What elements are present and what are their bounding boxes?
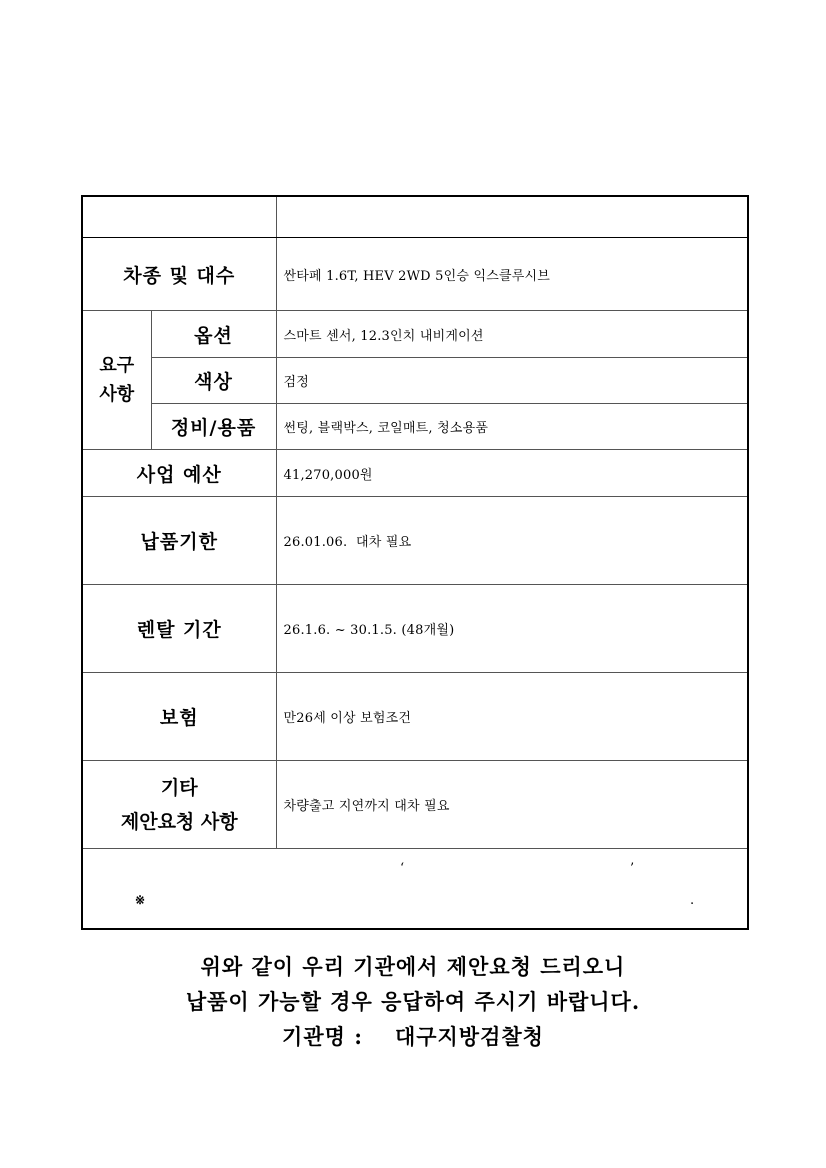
requirements-line-2: 사항 [99,384,135,405]
option-row [82,311,748,358]
other-requests-row [82,761,748,849]
organization-label: 기관명 : [282,1024,363,1049]
footer-line-1: 위와 같이 우리 기관에서 제안요청 드리오니 [200,954,626,979]
color-row [82,358,748,404]
organization-name: 대구지방검찰청 [394,1024,544,1049]
budget-value: 41,270,000원 [276,450,748,497]
note-quote-close: ’ [630,861,635,876]
other-requests-label [82,761,276,849]
note-reference-mark: ※ [135,893,146,907]
insurance-label: 보험 [82,673,276,761]
rental-period-label: 렌탈 기간 [82,585,276,673]
maintenance-row [82,404,748,450]
deadline-row [82,497,748,585]
insurance-row [82,673,748,761]
header-row [82,196,748,238]
note-row [82,849,748,930]
vehicle-label: 차종 및 대수 [82,238,276,311]
option-label: 옵션 [151,311,276,358]
note-cell [82,849,748,930]
note-period: . [690,893,695,908]
footer-line-2: 납품이 가능할 경우 응답하여 주시기 바랍니다. [185,989,641,1014]
header-right-cell [276,196,748,238]
deadline-value: 26.01.06. 대차 필요 [276,497,748,585]
requirements-group-label [82,311,151,450]
other-requests-line-1: 기타 [160,776,198,799]
budget-label: 사업 예산 [82,450,276,497]
insurance-value: 만26세 이상 보험조건 [276,673,748,761]
color-value: 검정 [276,358,748,404]
other-requests-value: 차량출고 지연까지 대차 필요 [276,761,748,849]
maintenance-label: 정비/용품 [151,404,276,450]
maintenance-value: 썬팅, 블랙박스, 코일매트, 청소용품 [276,404,748,450]
header-left-cell [82,196,276,238]
deadline-label: 납품기한 [82,497,276,585]
vehicle-row [82,238,748,311]
organization-line [0,1021,826,1051]
requirements-line-1: 요구 [99,355,135,376]
rental-period-row [82,585,748,673]
color-label: 색상 [151,358,276,404]
proposal-request-table [81,195,749,930]
other-requests-line-2: 제안요청 사항 [120,810,238,833]
note-quote-open: ‘ [400,861,405,876]
vehicle-value: 싼타페 1.6T, HEV 2WD 5인승 익스클루시브 [276,238,748,311]
option-value: 스마트 센서, 12.3인치 내비게이션 [276,311,748,358]
budget-row [82,450,748,497]
rental-period-value: 26.1.6. ~ 30.1.5. (48개월) [276,585,748,673]
